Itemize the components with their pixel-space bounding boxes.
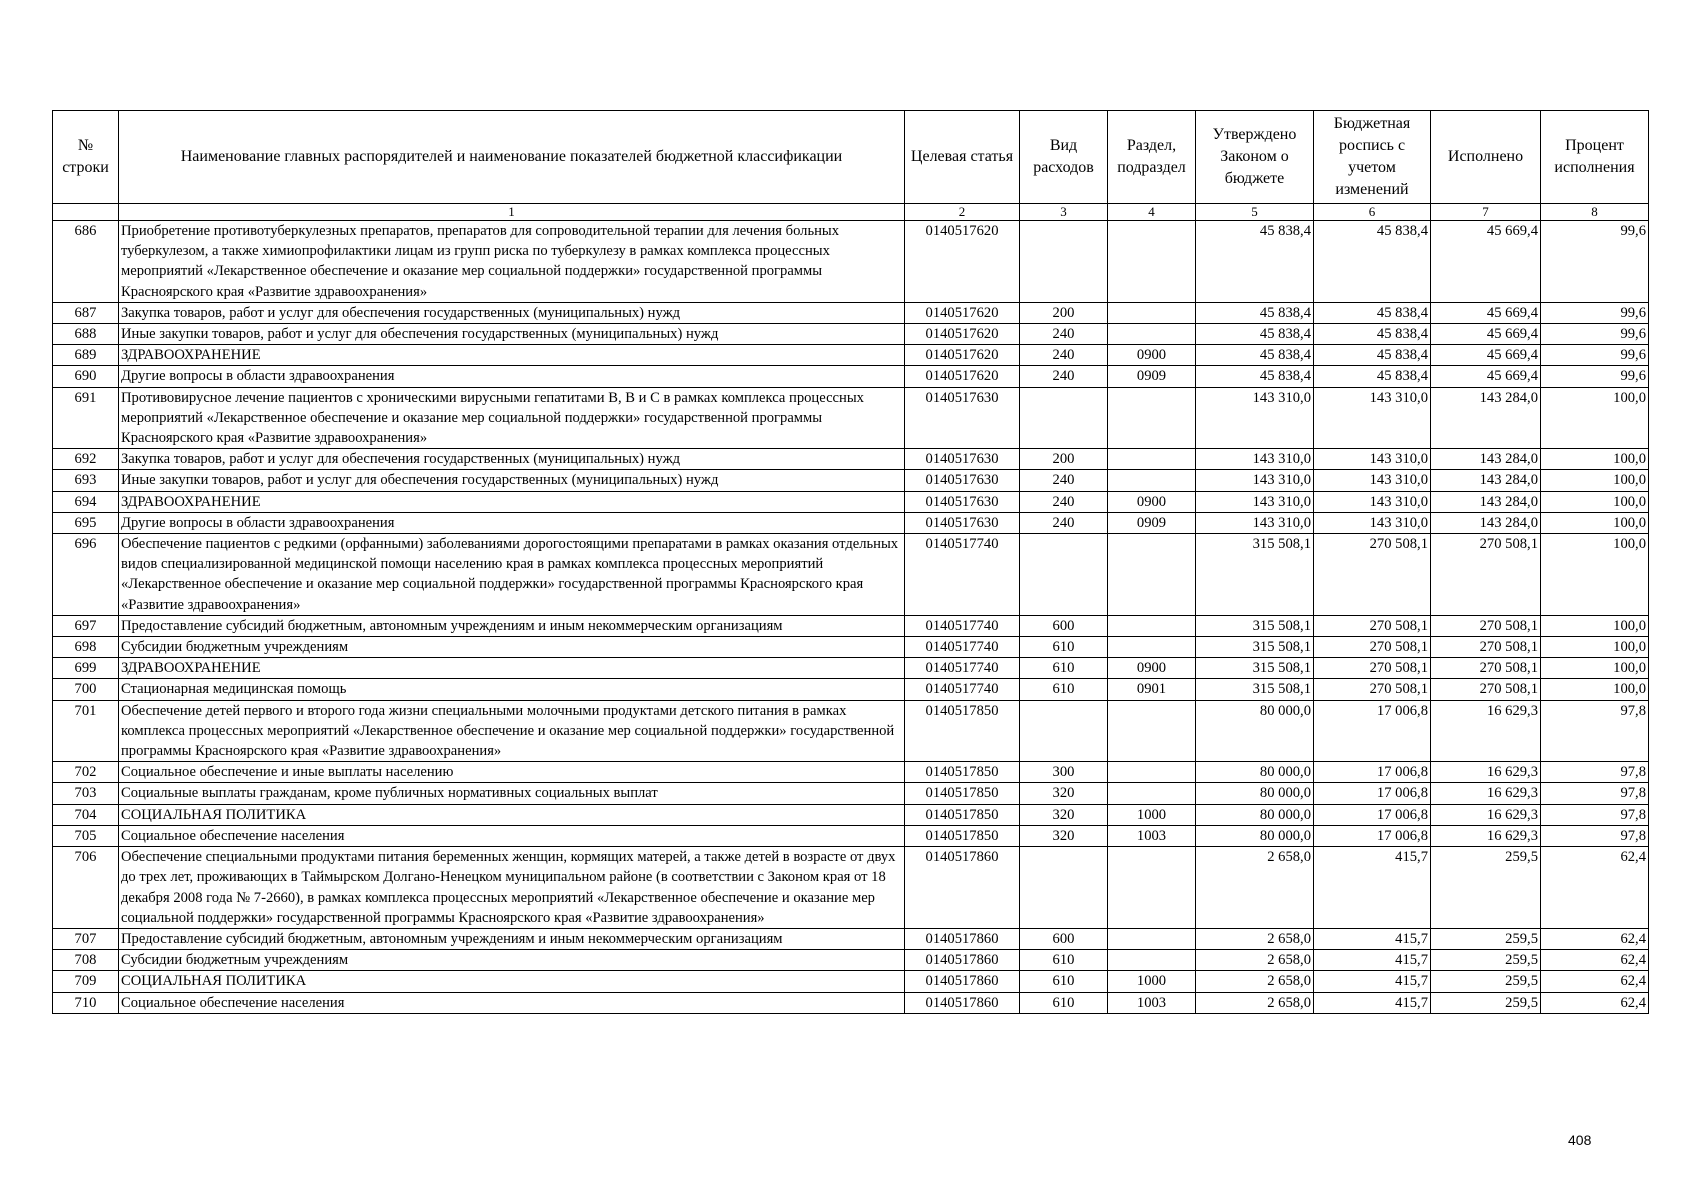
section-cell — [1108, 534, 1196, 616]
table-row — [53, 825, 1649, 846]
name-cell: Другие вопросы в области здравоохранения — [119, 512, 905, 533]
budget-schedule-cell: 415,7 — [1314, 928, 1431, 949]
budget-schedule-cell: 415,7 — [1314, 950, 1431, 971]
section-cell — [1108, 302, 1196, 323]
row-number-cell: 700 — [53, 679, 119, 700]
column-number: 5 — [1196, 204, 1314, 221]
table-row — [53, 470, 1649, 491]
name-cell: Социальное обеспечение и иные выплаты населению — [119, 762, 905, 783]
table-row — [53, 637, 1649, 658]
expense-type-cell: 600 — [1020, 928, 1108, 949]
approved-cell: 45 838,4 — [1196, 302, 1314, 323]
percent-cell: 100,0 — [1541, 491, 1649, 512]
name-cell: Противовирусное лечение пациентов с хроническими вирусными гепатитами B, В и С в рамках комплекса процессных мероприятий «Лекарственное обеспечение и оказание мер социальной поддержки» государственной программы Красноярского края «Развитие здравоохранения» — [119, 387, 905, 449]
expense-type-cell — [1020, 700, 1108, 762]
section-cell: 0900 — [1108, 491, 1196, 512]
table-row — [53, 366, 1649, 387]
executed-cell: 270 508,1 — [1431, 534, 1541, 616]
budget-schedule-cell: 17 006,8 — [1314, 825, 1431, 846]
budget-table — [52, 110, 1649, 1014]
percent-cell: 97,8 — [1541, 700, 1649, 762]
approved-cell: 80 000,0 — [1196, 700, 1314, 762]
table-row — [53, 615, 1649, 636]
name-cell: Обеспечение специальными продуктами питания беременных женщин, кормящих матерей, а также детей в возрасте от двух до трех лет, проживающих в Таймырском Долгано-Ненецком муниципальном районе (в соответствии с Законом края от 18 декабря 2008 года № 7-2660), в рамках комплекса процессных мероприятий «Лекарственное обеспечение и оказание мер социальной поддержки» государственной программы Красноярского края «Развитие здравоохранения» — [119, 847, 905, 929]
row-number-cell: 708 — [53, 950, 119, 971]
table-row — [53, 324, 1649, 345]
name-cell: Закупка товаров, работ и услуг для обеспечения государственных (муниципальных) нужд — [119, 449, 905, 470]
percent-cell: 62,4 — [1541, 847, 1649, 929]
row-number-cell: 689 — [53, 345, 119, 366]
approved-cell: 2 658,0 — [1196, 971, 1314, 992]
expense-type-cell: 610 — [1020, 637, 1108, 658]
approved-cell: 80 000,0 — [1196, 804, 1314, 825]
section-cell: 0909 — [1108, 366, 1196, 387]
section-cell: 0901 — [1108, 679, 1196, 700]
approved-cell: 315 508,1 — [1196, 534, 1314, 616]
approved-cell: 143 310,0 — [1196, 449, 1314, 470]
row-number-cell: 692 — [53, 449, 119, 470]
column-number: 1 — [119, 204, 905, 221]
header-name: Наименование главных распорядителей и наименование показателей бюджетной классификации — [119, 111, 905, 204]
row-number-cell: 701 — [53, 700, 119, 762]
name-cell: Социальное обеспечение населения — [119, 992, 905, 1013]
budget-schedule-cell: 270 508,1 — [1314, 679, 1431, 700]
table-body — [53, 221, 1649, 1014]
executed-cell: 270 508,1 — [1431, 615, 1541, 636]
section-cell: 1003 — [1108, 825, 1196, 846]
table-row — [53, 658, 1649, 679]
target-article-cell: 0140517740 — [905, 679, 1020, 700]
percent-cell: 100,0 — [1541, 679, 1649, 700]
section-cell — [1108, 637, 1196, 658]
approved-cell: 45 838,4 — [1196, 221, 1314, 303]
section-cell — [1108, 700, 1196, 762]
row-number-cell: 710 — [53, 992, 119, 1013]
target-article-cell: 0140517620 — [905, 345, 1020, 366]
name-cell: СОЦИАЛЬНАЯ ПОЛИТИКА — [119, 804, 905, 825]
approved-cell: 80 000,0 — [1196, 783, 1314, 804]
table-row — [53, 700, 1649, 762]
row-number-cell: 686 — [53, 221, 119, 303]
table-row — [53, 971, 1649, 992]
percent-cell: 99,6 — [1541, 302, 1649, 323]
section-cell — [1108, 615, 1196, 636]
row-number-cell: 702 — [53, 762, 119, 783]
expense-type-cell — [1020, 847, 1108, 929]
percent-cell: 100,0 — [1541, 470, 1649, 491]
budget-schedule-cell: 45 838,4 — [1314, 302, 1431, 323]
budget-schedule-cell: 270 508,1 — [1314, 615, 1431, 636]
approved-cell: 315 508,1 — [1196, 679, 1314, 700]
budget-schedule-cell: 17 006,8 — [1314, 700, 1431, 762]
target-article-cell: 0140517630 — [905, 387, 1020, 449]
target-article-cell: 0140517620 — [905, 221, 1020, 303]
executed-cell: 259,5 — [1431, 950, 1541, 971]
row-number-cell: 704 — [53, 804, 119, 825]
expense-type-cell: 300 — [1020, 762, 1108, 783]
percent-cell: 100,0 — [1541, 387, 1649, 449]
name-cell: СОЦИАЛЬНАЯ ПОЛИТИКА — [119, 971, 905, 992]
expense-type-cell: 200 — [1020, 449, 1108, 470]
executed-cell: 270 508,1 — [1431, 658, 1541, 679]
target-article-cell: 0140517850 — [905, 783, 1020, 804]
approved-cell: 2 658,0 — [1196, 992, 1314, 1013]
expense-type-cell: 610 — [1020, 950, 1108, 971]
approved-cell: 315 508,1 — [1196, 658, 1314, 679]
name-cell: Другие вопросы в области здравоохранения — [119, 366, 905, 387]
section-cell: 0909 — [1108, 512, 1196, 533]
section-cell — [1108, 950, 1196, 971]
approved-cell: 315 508,1 — [1196, 615, 1314, 636]
target-article-cell: 0140517630 — [905, 491, 1020, 512]
budget-schedule-cell: 17 006,8 — [1314, 804, 1431, 825]
expense-type-cell — [1020, 221, 1108, 303]
expense-type-cell: 600 — [1020, 615, 1108, 636]
expense-type-cell — [1020, 534, 1108, 616]
budget-schedule-cell: 143 310,0 — [1314, 470, 1431, 491]
row-number-cell: 707 — [53, 928, 119, 949]
column-number: 7 — [1431, 204, 1541, 221]
section-cell: 0900 — [1108, 345, 1196, 366]
table-row — [53, 783, 1649, 804]
percent-cell: 97,8 — [1541, 783, 1649, 804]
name-cell: Иные закупки товаров, работ и услуг для обеспечения государственных (муниципальных) нужд — [119, 324, 905, 345]
header-approved: Утверждено Законом о бюджете — [1196, 111, 1314, 204]
expense-type-cell: 240 — [1020, 491, 1108, 512]
budget-schedule-cell: 17 006,8 — [1314, 783, 1431, 804]
budget-schedule-cell: 45 838,4 — [1314, 366, 1431, 387]
executed-cell: 16 629,3 — [1431, 825, 1541, 846]
row-number-cell: 688 — [53, 324, 119, 345]
expense-type-cell: 610 — [1020, 658, 1108, 679]
name-cell: Субсидии бюджетным учреждениям — [119, 950, 905, 971]
table-row — [53, 928, 1649, 949]
table-row — [53, 387, 1649, 449]
percent-cell: 99,6 — [1541, 345, 1649, 366]
expense-type-cell: 240 — [1020, 366, 1108, 387]
percent-cell: 100,0 — [1541, 658, 1649, 679]
executed-cell: 143 284,0 — [1431, 470, 1541, 491]
executed-cell: 270 508,1 — [1431, 679, 1541, 700]
row-number-cell: 693 — [53, 470, 119, 491]
section-cell — [1108, 762, 1196, 783]
target-article-cell: 0140517620 — [905, 324, 1020, 345]
target-article-cell: 0140517860 — [905, 928, 1020, 949]
row-number-cell: 687 — [53, 302, 119, 323]
approved-cell: 143 310,0 — [1196, 491, 1314, 512]
table-row — [53, 221, 1649, 303]
expense-type-cell: 240 — [1020, 345, 1108, 366]
section-cell: 1000 — [1108, 971, 1196, 992]
executed-cell: 45 669,4 — [1431, 345, 1541, 366]
approved-cell: 45 838,4 — [1196, 324, 1314, 345]
percent-cell: 97,8 — [1541, 825, 1649, 846]
approved-cell: 80 000,0 — [1196, 762, 1314, 783]
approved-cell: 143 310,0 — [1196, 470, 1314, 491]
target-article-cell: 0140517620 — [905, 366, 1020, 387]
target-article-cell: 0140517850 — [905, 762, 1020, 783]
name-cell: ЗДРАВООХРАНЕНИЕ — [119, 491, 905, 512]
expense-type-cell: 200 — [1020, 302, 1108, 323]
table-row — [53, 992, 1649, 1013]
target-article-cell: 0140517850 — [905, 825, 1020, 846]
percent-cell: 100,0 — [1541, 534, 1649, 616]
table-row — [53, 804, 1649, 825]
section-cell — [1108, 221, 1196, 303]
executed-cell: 143 284,0 — [1431, 387, 1541, 449]
executed-cell: 259,5 — [1431, 971, 1541, 992]
page-number: 408 — [1568, 1132, 1592, 1148]
budget-schedule-cell: 17 006,8 — [1314, 762, 1431, 783]
expense-type-cell: 610 — [1020, 992, 1108, 1013]
row-number-cell: 705 — [53, 825, 119, 846]
section-cell — [1108, 847, 1196, 929]
approved-cell: 2 658,0 — [1196, 847, 1314, 929]
executed-cell: 16 629,3 — [1431, 804, 1541, 825]
row-number-cell: 699 — [53, 658, 119, 679]
name-cell: ЗДРАВООХРАНЕНИЕ — [119, 658, 905, 679]
executed-cell: 143 284,0 — [1431, 449, 1541, 470]
name-cell: Приобретение противотуберкулезных препаратов, препаратов для сопроводительной терапии для лечения больных туберкулезом, а также химиопрофилактики лицам из групп риска по туберкулезу в рамках комплекса процессных мероприятий «Лекарственное обеспечение и оказание мер социальной поддержки» государственной программы Красноярского края «Развитие здравоохранения» — [119, 221, 905, 303]
budget-schedule-cell: 415,7 — [1314, 992, 1431, 1013]
row-number-cell: 698 — [53, 637, 119, 658]
percent-cell: 99,6 — [1541, 366, 1649, 387]
executed-cell: 143 284,0 — [1431, 512, 1541, 533]
row-number-cell: 695 — [53, 512, 119, 533]
approved-cell: 2 658,0 — [1196, 928, 1314, 949]
target-article-cell: 0140517860 — [905, 847, 1020, 929]
section-cell — [1108, 449, 1196, 470]
approved-cell: 2 658,0 — [1196, 950, 1314, 971]
budget-schedule-cell: 143 310,0 — [1314, 449, 1431, 470]
percent-cell: 62,4 — [1541, 971, 1649, 992]
approved-cell: 315 508,1 — [1196, 637, 1314, 658]
executed-cell: 259,5 — [1431, 928, 1541, 949]
name-cell: Закупка товаров, работ и услуг для обеспечения государственных (муниципальных) нужд — [119, 302, 905, 323]
section-cell — [1108, 387, 1196, 449]
expense-type-cell: 320 — [1020, 825, 1108, 846]
approved-cell: 45 838,4 — [1196, 366, 1314, 387]
header-target-article: Целевая статья — [905, 111, 1020, 204]
target-article-cell: 0140517630 — [905, 449, 1020, 470]
table-row — [53, 950, 1649, 971]
expense-type-cell: 240 — [1020, 470, 1108, 491]
table-row — [53, 512, 1649, 533]
percent-cell: 62,4 — [1541, 992, 1649, 1013]
target-article-cell: 0140517860 — [905, 992, 1020, 1013]
name-cell: Предоставление субсидий бюджетным, автономным учреждениям и иным некоммерческим организациям — [119, 615, 905, 636]
section-cell — [1108, 928, 1196, 949]
executed-cell: 16 629,3 — [1431, 762, 1541, 783]
executed-cell: 259,5 — [1431, 992, 1541, 1013]
budget-schedule-cell: 45 838,4 — [1314, 324, 1431, 345]
executed-cell: 16 629,3 — [1431, 783, 1541, 804]
row-number-cell: 697 — [53, 615, 119, 636]
header-executed: Исполнено — [1431, 111, 1541, 204]
percent-cell: 100,0 — [1541, 615, 1649, 636]
header-budget-schedule: Бюджетная роспись с учетом изменений — [1314, 111, 1431, 204]
name-cell: Обеспечение пациентов с редкими (орфанными) заболеваниями дорогостоящими препаратами в рамках оказания отдельных видов специализированной медицинской помощи населению края в рамках комплекса процессных мероприятий «Лекарственное обеспечение и оказание мер социальной поддержки» государственной программы Красноярского края «Развитие здравоохранения» — [119, 534, 905, 616]
name-cell: Социальные выплаты гражданам, кроме публичных нормативных социальных выплат — [119, 783, 905, 804]
target-article-cell: 0140517850 — [905, 804, 1020, 825]
expense-type-cell — [1020, 387, 1108, 449]
target-article-cell: 0140517740 — [905, 615, 1020, 636]
budget-schedule-cell: 415,7 — [1314, 971, 1431, 992]
table-row — [53, 302, 1649, 323]
table-row — [53, 345, 1649, 366]
section-cell — [1108, 783, 1196, 804]
expense-type-cell: 610 — [1020, 971, 1108, 992]
approved-cell: 80 000,0 — [1196, 825, 1314, 846]
budget-schedule-cell: 143 310,0 — [1314, 387, 1431, 449]
budget-schedule-cell: 270 508,1 — [1314, 637, 1431, 658]
expense-type-cell: 610 — [1020, 679, 1108, 700]
budget-schedule-cell: 270 508,1 — [1314, 534, 1431, 616]
table-row — [53, 762, 1649, 783]
name-cell: Субсидии бюджетным учреждениям — [119, 637, 905, 658]
percent-cell: 62,4 — [1541, 928, 1649, 949]
expense-type-cell: 240 — [1020, 324, 1108, 345]
target-article-cell: 0140517860 — [905, 971, 1020, 992]
approved-cell: 45 838,4 — [1196, 345, 1314, 366]
row-number-cell: 709 — [53, 971, 119, 992]
section-cell — [1108, 470, 1196, 491]
executed-cell: 16 629,3 — [1431, 700, 1541, 762]
budget-schedule-cell: 415,7 — [1314, 847, 1431, 929]
budget-schedule-cell: 270 508,1 — [1314, 658, 1431, 679]
table-row — [53, 491, 1649, 512]
name-cell: Социальное обеспечение населения — [119, 825, 905, 846]
expense-type-cell: 320 — [1020, 783, 1108, 804]
target-article-cell: 0140517860 — [905, 950, 1020, 971]
section-cell: 0900 — [1108, 658, 1196, 679]
row-number-cell: 690 — [53, 366, 119, 387]
column-number: 4 — [1108, 204, 1196, 221]
percent-cell: 62,4 — [1541, 950, 1649, 971]
section-cell: 1000 — [1108, 804, 1196, 825]
row-number-cell: 706 — [53, 847, 119, 929]
executed-cell: 45 669,4 — [1431, 324, 1541, 345]
target-article-cell: 0140517630 — [905, 470, 1020, 491]
percent-cell: 100,0 — [1541, 512, 1649, 533]
section-cell: 1003 — [1108, 992, 1196, 1013]
executed-cell: 45 669,4 — [1431, 366, 1541, 387]
row-number-cell: 694 — [53, 491, 119, 512]
row-number-cell: 691 — [53, 387, 119, 449]
column-number: 3 — [1020, 204, 1108, 221]
executed-cell: 45 669,4 — [1431, 302, 1541, 323]
percent-cell: 97,8 — [1541, 804, 1649, 825]
budget-schedule-cell: 143 310,0 — [1314, 512, 1431, 533]
target-article-cell: 0140517740 — [905, 658, 1020, 679]
name-cell: Стационарная медицинская помощь — [119, 679, 905, 700]
percent-cell: 97,8 — [1541, 762, 1649, 783]
column-number: 2 — [905, 204, 1020, 221]
name-cell: Обеспечение детей первого и второго года жизни специальными молочными продуктами детского питания в рамках комплекса процессных мероприятий «Лекарственное обеспечение и оказание мер социальной поддержки» государственной программы Красноярского края «Развитие здравоохранения» — [119, 700, 905, 762]
budget-schedule-cell: 143 310,0 — [1314, 491, 1431, 512]
table-row — [53, 534, 1649, 616]
name-cell: Предоставление субсидий бюджетным, автономным учреждениям и иным некоммерческим организациям — [119, 928, 905, 949]
table-row — [53, 679, 1649, 700]
table-row — [53, 847, 1649, 929]
header-percent: Процент исполнения — [1541, 111, 1649, 204]
table-row — [53, 449, 1649, 470]
column-number-blank — [53, 204, 119, 221]
target-article-cell: 0140517850 — [905, 700, 1020, 762]
target-article-cell: 0140517740 — [905, 637, 1020, 658]
header-section: Раздел, подраздел — [1108, 111, 1196, 204]
table-header — [53, 111, 1649, 221]
expense-type-cell: 240 — [1020, 512, 1108, 533]
percent-cell: 99,6 — [1541, 324, 1649, 345]
executed-cell: 143 284,0 — [1431, 491, 1541, 512]
expense-type-cell: 320 — [1020, 804, 1108, 825]
header-expense-type: Вид расходов — [1020, 111, 1108, 204]
executed-cell: 270 508,1 — [1431, 637, 1541, 658]
row-number-cell: 703 — [53, 783, 119, 804]
row-number-cell: 696 — [53, 534, 119, 616]
name-cell: ЗДРАВООХРАНЕНИЕ — [119, 345, 905, 366]
name-cell: Иные закупки товаров, работ и услуг для обеспечения государственных (муниципальных) нужд — [119, 470, 905, 491]
percent-cell: 100,0 — [1541, 637, 1649, 658]
header-row-number: № строки — [53, 111, 119, 204]
approved-cell: 143 310,0 — [1196, 512, 1314, 533]
percent-cell: 99,6 — [1541, 221, 1649, 303]
approved-cell: 143 310,0 — [1196, 387, 1314, 449]
target-article-cell: 0140517630 — [905, 512, 1020, 533]
budget-schedule-cell: 45 838,4 — [1314, 345, 1431, 366]
executed-cell: 45 669,4 — [1431, 221, 1541, 303]
budget-schedule-cell: 45 838,4 — [1314, 221, 1431, 303]
column-number: 6 — [1314, 204, 1431, 221]
target-article-cell: 0140517620 — [905, 302, 1020, 323]
section-cell — [1108, 324, 1196, 345]
percent-cell: 100,0 — [1541, 449, 1649, 470]
executed-cell: 259,5 — [1431, 847, 1541, 929]
target-article-cell: 0140517740 — [905, 534, 1020, 616]
column-number: 8 — [1541, 204, 1649, 221]
